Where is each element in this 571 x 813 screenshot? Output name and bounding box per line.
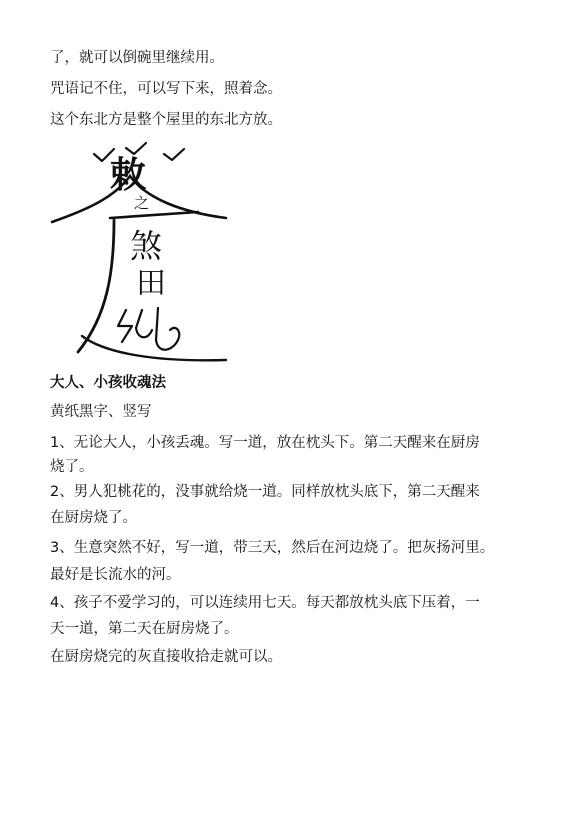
talisman-tick-mid	[126, 143, 146, 154]
talisman-char-small: 之	[134, 194, 150, 212]
talisman-char-top: 敕	[110, 154, 147, 196]
section-subtitle: 黄纸黑字、竖写	[50, 404, 152, 420]
item-1-line-2: 烧了。	[50, 459, 94, 475]
item-4-line-1: 4、孩子不爱学习的，可以连续用七天。每天都放枕头底下压着，一	[50, 595, 480, 611]
intro-line-1: 了，就可以倒碗里继续用。	[50, 50, 224, 66]
item-2-line-1: 2、男人犯桃花的，没事就给烧一道。同样放枕头底下，第二天醒来	[50, 484, 480, 500]
item-3-line-1: 3、生意突然不好，写一道，带三天，然后在河边烧了。把灰扬河里。	[50, 540, 495, 556]
item-1-line-1: 1、无论大人，小孩丢魂。写一道，放在枕头下。第二天醒来在厨房	[50, 435, 480, 451]
talisman-tick-right	[164, 149, 184, 160]
talisman-char-mid: 煞	[130, 227, 163, 265]
talisman-canopy-side	[78, 220, 114, 352]
item-3-line-2: 最好是长流水的河。	[50, 567, 181, 583]
intro-line-2: 咒语记不住，可以写下来，照着念。	[50, 81, 282, 97]
intro-line-3: 这个东北方是整个屋里的东北方放。	[50, 112, 282, 128]
item-2-line-2: 在厨房烧了。	[50, 510, 137, 526]
talisman-drawing	[48, 140, 238, 365]
talisman-scribble	[118, 308, 179, 350]
talisman-bottom-sweep	[82, 336, 226, 360]
closing-line: 在厨房烧完的灰直接收拾走就可以。	[50, 649, 282, 665]
talisman-char-low: 田	[136, 266, 166, 301]
talisman-canopy-top	[110, 212, 198, 218]
item-4-line-2: 天一道，第二天在厨房烧了。	[50, 621, 239, 637]
section-title: 大人、小孩收魂法	[50, 375, 166, 391]
